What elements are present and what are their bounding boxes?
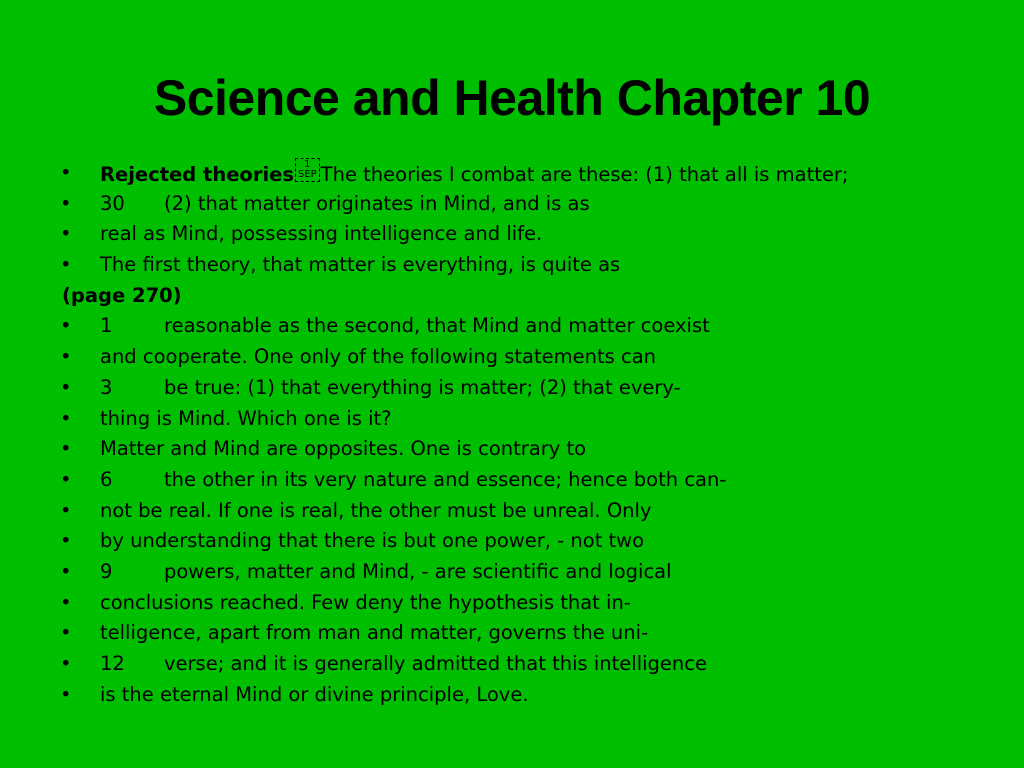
bullet-icon: • bbox=[60, 222, 72, 246]
line-text bbox=[100, 557, 672, 588]
line-number: 12 bbox=[100, 652, 125, 675]
line-text bbox=[100, 465, 726, 496]
line-text bbox=[100, 189, 590, 220]
bullet-line bbox=[60, 496, 1000, 527]
line-text bbox=[100, 373, 681, 404]
sep-glyph-bottom: SEP bbox=[297, 169, 317, 180]
bullet-icon: • bbox=[60, 253, 72, 277]
line-text bbox=[100, 496, 652, 527]
line-body: be true: (1) that everything is matter; (2) that every- bbox=[164, 375, 681, 399]
bullet-icon: • bbox=[60, 345, 72, 369]
line-body: The first theory, that matter is everything, is quite as bbox=[100, 253, 621, 277]
bullet-line bbox=[60, 158, 1000, 189]
line-text bbox=[100, 311, 710, 342]
bullet-icon: • bbox=[60, 682, 72, 706]
line-body: telligence, apart from man and matter, governs the uni- bbox=[100, 621, 649, 645]
line-body: not be real. If one is real, the other must be unreal. Only bbox=[100, 498, 652, 522]
slide-body bbox=[60, 158, 1000, 710]
bullet-icon: • bbox=[60, 529, 72, 553]
line-text bbox=[100, 618, 648, 649]
line-body: is the eternal Mind or divine principle, Love. bbox=[100, 682, 529, 706]
bullet-icon: • bbox=[60, 498, 72, 522]
bullet-icon: • bbox=[60, 406, 72, 430]
line-text bbox=[100, 158, 849, 191]
bullet-line bbox=[60, 434, 1000, 465]
line-text bbox=[100, 342, 656, 373]
line-number: 3 bbox=[100, 375, 113, 399]
line-text bbox=[100, 219, 542, 250]
line-body: verse; and it is generally admitted that this intelligence bbox=[164, 652, 707, 675]
line-body: reasonable as the second, that Mind and matter coexist bbox=[164, 314, 710, 338]
line-text bbox=[100, 404, 392, 435]
bullet-icon: • bbox=[60, 621, 72, 645]
line-text bbox=[100, 588, 631, 619]
line-body: thing is Mind. Which one is it? bbox=[100, 406, 392, 430]
slide-title: Science and Health Chapter 10 bbox=[153, 70, 871, 126]
line-text bbox=[100, 680, 529, 711]
line-number: 30 bbox=[100, 191, 125, 215]
bullet-line bbox=[60, 311, 1000, 342]
bullet-line bbox=[60, 588, 1000, 619]
bullet-icon: • bbox=[60, 437, 72, 461]
bullet-icon: • bbox=[60, 375, 72, 399]
sep-glyph-top: 1 bbox=[304, 159, 311, 170]
bullet-icon: • bbox=[60, 652, 72, 675]
line-number: 6 bbox=[100, 467, 113, 491]
bullet-line bbox=[60, 250, 1000, 281]
bullet-line bbox=[60, 618, 1000, 649]
page-marker-line bbox=[60, 281, 1000, 312]
line-text bbox=[100, 526, 644, 557]
line-body: (2) that matter originates in Mind, and is as bbox=[164, 191, 590, 215]
lines-group-b bbox=[60, 311, 1000, 710]
line-body: The theories I combat are these: (1) that all is matter; bbox=[320, 163, 849, 186]
bullet-line bbox=[60, 404, 1000, 435]
bullet-line bbox=[60, 557, 1000, 588]
bullet-icon: • bbox=[60, 191, 72, 215]
line-body: real as Mind, possessing intelligence and life. bbox=[100, 222, 543, 246]
line-body: conclusions reached. Few deny the hypothesis that in- bbox=[100, 590, 631, 614]
bullet-line bbox=[60, 189, 1000, 220]
bullet-line bbox=[60, 219, 1000, 250]
line-text bbox=[100, 434, 586, 465]
lines-group-a bbox=[60, 189, 1000, 281]
sep-glyph-icon bbox=[295, 158, 320, 182]
line-number: 9 bbox=[100, 559, 113, 583]
bullet-icon: • bbox=[60, 161, 72, 184]
bullet-line bbox=[60, 680, 1000, 711]
line-body: the other in its very nature and essence; hence both can- bbox=[164, 467, 727, 491]
page-marker: (page 270) bbox=[62, 283, 182, 307]
line-number: 1 bbox=[100, 314, 113, 338]
bullet-line bbox=[60, 373, 1000, 404]
line-body: by understanding that there is but one power, - not two bbox=[100, 529, 645, 553]
bullet-line bbox=[60, 465, 1000, 496]
line-text bbox=[100, 649, 707, 680]
bullet-icon: • bbox=[60, 467, 72, 491]
bullet-icon: • bbox=[60, 314, 72, 338]
line-text bbox=[100, 250, 620, 281]
section-heading: Rejected theories bbox=[100, 163, 294, 186]
bullet-line bbox=[60, 649, 1000, 680]
line-body: and cooperate. One only of the following statements can bbox=[100, 345, 657, 369]
bullet-icon: • bbox=[60, 559, 72, 583]
line-body: powers, matter and Mind, - are scientific and logical bbox=[164, 559, 672, 583]
bullet-icon: • bbox=[60, 590, 72, 614]
line-body: Matter and Mind are opposites. One is contrary to bbox=[100, 437, 587, 461]
bullet-line bbox=[60, 342, 1000, 373]
bullet-line bbox=[60, 526, 1000, 557]
